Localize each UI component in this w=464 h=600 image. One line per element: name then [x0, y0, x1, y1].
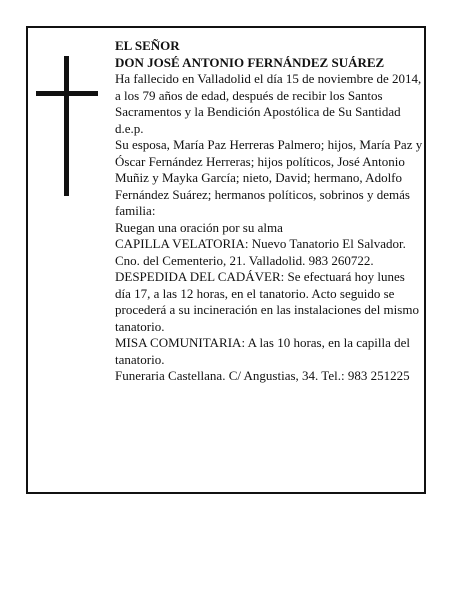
wake-chapel-info: CAPILLA VELATORIA: Nuevo Tanatorio El Salvador. Cno. del Cementerio, 21. Valladolid. 983 260722.	[115, 236, 406, 268]
funeral-home-info: Funeraria Castellana. C/ Angustias, 34. Tel.: 983 251225	[115, 368, 410, 383]
cross-horizontal-bar	[36, 91, 98, 96]
farewell-info: DESPEDIDA DEL CADÁVER: Se efectuará hoy lunes día 17, a las 12 horas, en el tanatorio. Acto seguido se procederá a su incineración en las instalaciones del mismo tanatorio.	[115, 269, 419, 334]
obituary-text	[115, 38, 423, 385]
cross-vertical-bar	[64, 56, 69, 196]
honorific-title: EL SEÑOR	[115, 38, 180, 53]
family-list: Su esposa, María Paz Herreras Palmero; hijos, María Paz y Óscar Fernández Herreras; hijos políticos, José Antonio Muñiz y Mayka García; nieto, David; hermano, Adolfo Fernández Suárez; hermanos políticos, sobrinos y demás familia:	[115, 137, 423, 218]
cross-icon	[36, 56, 98, 196]
community-mass-info: MISA COMUNITARIA: A las 10 horas, en la capilla del tanatorio.	[115, 335, 411, 367]
death-announcement: Ha fallecido en Valladolid el día 15 de noviembre de 2014, a los 79 años de edad, después de recibir los Santos Sacramentos y la Bendición Apostólica de Su Santidad	[115, 71, 422, 119]
prayer-request: Ruegan una oración por su alma	[115, 219, 283, 235]
rip-abbreviation: d.e.p.	[115, 120, 144, 136]
deceased-name: DON JOSÉ ANTONIO FERNÁNDEZ SUÁREZ	[115, 54, 385, 70]
